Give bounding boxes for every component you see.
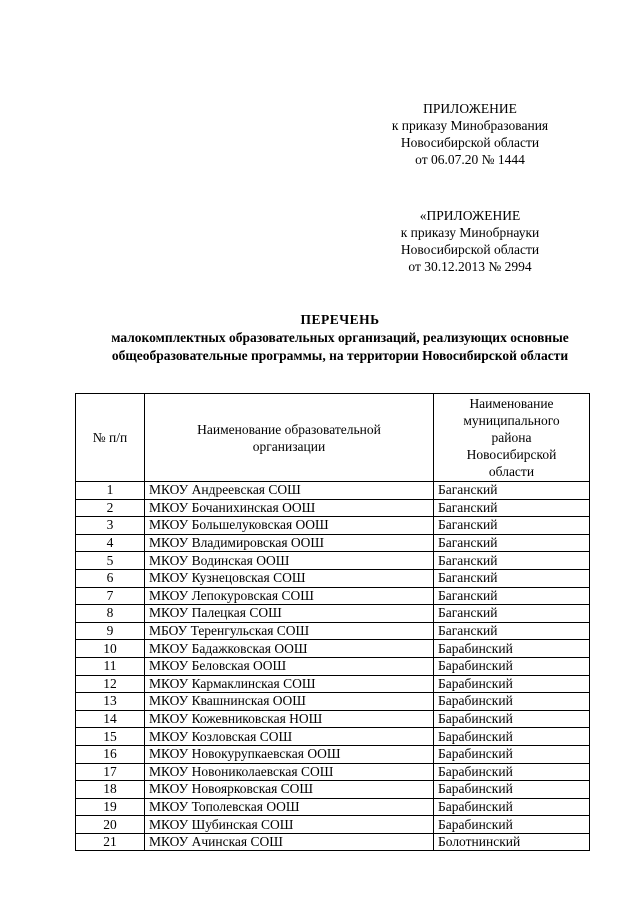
cell-organization: МКОУ Владимировская ООШ bbox=[145, 534, 434, 552]
table-row bbox=[76, 675, 590, 693]
table-row bbox=[76, 781, 590, 799]
cell-organization: МКОУ Андреевская СОШ bbox=[145, 482, 434, 500]
cell-number: 18 bbox=[76, 781, 145, 799]
cell-district: Барабинский bbox=[434, 816, 590, 834]
table-row bbox=[76, 517, 590, 535]
cell-number: 3 bbox=[76, 517, 145, 535]
table-row bbox=[76, 482, 590, 500]
table-row bbox=[76, 569, 590, 587]
cell-organization: МКОУ Новоярковская СОШ bbox=[145, 781, 434, 799]
header-district-text: Наименование муниципального района Новосибирской области bbox=[463, 396, 560, 479]
cell-number: 1 bbox=[76, 482, 145, 500]
cell-number: 14 bbox=[76, 710, 145, 728]
cell-district: Барабинский bbox=[434, 728, 590, 746]
appendix-line: от 06.07.20 № 1444 bbox=[415, 152, 525, 167]
cell-organization: МКОУ Беловская ООШ bbox=[145, 657, 434, 675]
table-row bbox=[76, 798, 590, 816]
appendix-line: Новосибирской области bbox=[400, 135, 540, 150]
cell-number: 15 bbox=[76, 728, 145, 746]
cell-number: 16 bbox=[76, 745, 145, 763]
header-organization-text: Наименование образовательной организации bbox=[197, 421, 381, 454]
cell-district: Баганский bbox=[434, 534, 590, 552]
cell-number: 19 bbox=[76, 798, 145, 816]
appendix-line: от 30.12.2013 № 2994 bbox=[408, 259, 532, 274]
cell-organization: МКОУ Кузнецовская СОШ bbox=[145, 569, 434, 587]
table-row bbox=[76, 710, 590, 728]
cell-district: Баганский bbox=[434, 499, 590, 517]
table-row bbox=[76, 833, 590, 851]
cell-organization: МКОУ Большелуковская ООШ bbox=[145, 517, 434, 535]
table-row bbox=[76, 763, 590, 781]
cell-organization: МКОУ Новониколаевская СОШ bbox=[145, 763, 434, 781]
cell-number: 20 bbox=[76, 816, 145, 834]
table-row bbox=[76, 605, 590, 623]
title-line: малокомплектных образовательных организаций, реализующих основные bbox=[111, 330, 569, 345]
cell-district: Барабинский bbox=[434, 657, 590, 675]
cell-organization: МКОУ Ачинская СОШ bbox=[145, 833, 434, 851]
cell-organization: МКОУ Водинская ООШ bbox=[145, 552, 434, 570]
cell-district: Барабинский bbox=[434, 640, 590, 658]
cell-district: Барабинский bbox=[434, 745, 590, 763]
table-row bbox=[76, 693, 590, 711]
cell-organization: МКОУ Кожевниковская НОШ bbox=[145, 710, 434, 728]
header-number: № п/п bbox=[76, 394, 145, 482]
table-row bbox=[76, 657, 590, 675]
appendix-line: к приказу Минобразования bbox=[391, 118, 549, 133]
appendix-block-current bbox=[360, 100, 580, 168]
cell-district: Барабинский bbox=[434, 693, 590, 711]
cell-organization: МКОУ Козловская СОШ bbox=[145, 728, 434, 746]
cell-number: 6 bbox=[76, 569, 145, 587]
cell-number: 4 bbox=[76, 534, 145, 552]
cell-organization: МКОУ Шубинская СОШ bbox=[145, 816, 434, 834]
title-line: общеобразовательные программы, на территории Новосибирской области bbox=[111, 348, 569, 363]
cell-number: 7 bbox=[76, 587, 145, 605]
table-header-row bbox=[76, 394, 590, 482]
table-row bbox=[76, 816, 590, 834]
table-row bbox=[76, 587, 590, 605]
cell-district: Баганский bbox=[434, 605, 590, 623]
header-district bbox=[434, 394, 590, 482]
cell-district: Барабинский bbox=[434, 798, 590, 816]
table-row bbox=[76, 728, 590, 746]
cell-district: Болотнинский bbox=[434, 833, 590, 851]
cell-number: 10 bbox=[76, 640, 145, 658]
cell-number: 9 bbox=[76, 622, 145, 640]
cell-district: Барабинский bbox=[434, 710, 590, 728]
cell-organization: МКОУ Тополевская ООШ bbox=[145, 798, 434, 816]
document-title bbox=[60, 311, 620, 365]
cell-organization: МКОУ Палецкая СОШ bbox=[145, 605, 434, 623]
cell-district: Баганский bbox=[434, 482, 590, 500]
header-organization bbox=[145, 394, 434, 482]
cell-number: 11 bbox=[76, 657, 145, 675]
appendix-line: Новосибирской области bbox=[400, 242, 540, 257]
table-row bbox=[76, 745, 590, 763]
table-row bbox=[76, 640, 590, 658]
cell-district: Барабинский bbox=[434, 781, 590, 799]
table-row bbox=[76, 552, 590, 570]
appendix-line: «ПРИЛОЖЕНИЕ bbox=[419, 208, 521, 223]
cell-number: 2 bbox=[76, 499, 145, 517]
cell-organization: МКОУ Кармаклинская СОШ bbox=[145, 675, 434, 693]
cell-organization: МКОУ Квашнинская ООШ bbox=[145, 693, 434, 711]
appendix-line: к приказу Минобрнауки bbox=[400, 225, 540, 240]
cell-district: Баганский bbox=[434, 587, 590, 605]
title-heading: ПЕРЕЧЕНЬ bbox=[300, 312, 380, 327]
cell-district: Барабинский bbox=[434, 675, 590, 693]
table-row bbox=[76, 499, 590, 517]
cell-organization: МКОУ Новокурупкаевская ООШ bbox=[145, 745, 434, 763]
cell-number: 17 bbox=[76, 763, 145, 781]
appendix-line: ПРИЛОЖЕНИЕ bbox=[423, 101, 517, 116]
cell-number: 12 bbox=[76, 675, 145, 693]
appendix-block-original bbox=[360, 207, 580, 275]
cell-organization: МБОУ Теренгульская СОШ bbox=[145, 622, 434, 640]
cell-district: Баганский bbox=[434, 517, 590, 535]
table-row bbox=[76, 622, 590, 640]
cell-organization: МКОУ Лепокуровская СОШ bbox=[145, 587, 434, 605]
cell-number: 13 bbox=[76, 693, 145, 711]
cell-district: Баганский bbox=[434, 622, 590, 640]
organizations-table bbox=[75, 393, 590, 851]
cell-district: Баганский bbox=[434, 552, 590, 570]
cell-organization: МКОУ Бочанихинская ООШ bbox=[145, 499, 434, 517]
cell-number: 5 bbox=[76, 552, 145, 570]
table-row bbox=[76, 534, 590, 552]
cell-district: Баганский bbox=[434, 569, 590, 587]
cell-number: 8 bbox=[76, 605, 145, 623]
cell-district: Барабинский bbox=[434, 763, 590, 781]
cell-number: 21 bbox=[76, 833, 145, 851]
cell-organization: МКОУ Бадажковская ООШ bbox=[145, 640, 434, 658]
